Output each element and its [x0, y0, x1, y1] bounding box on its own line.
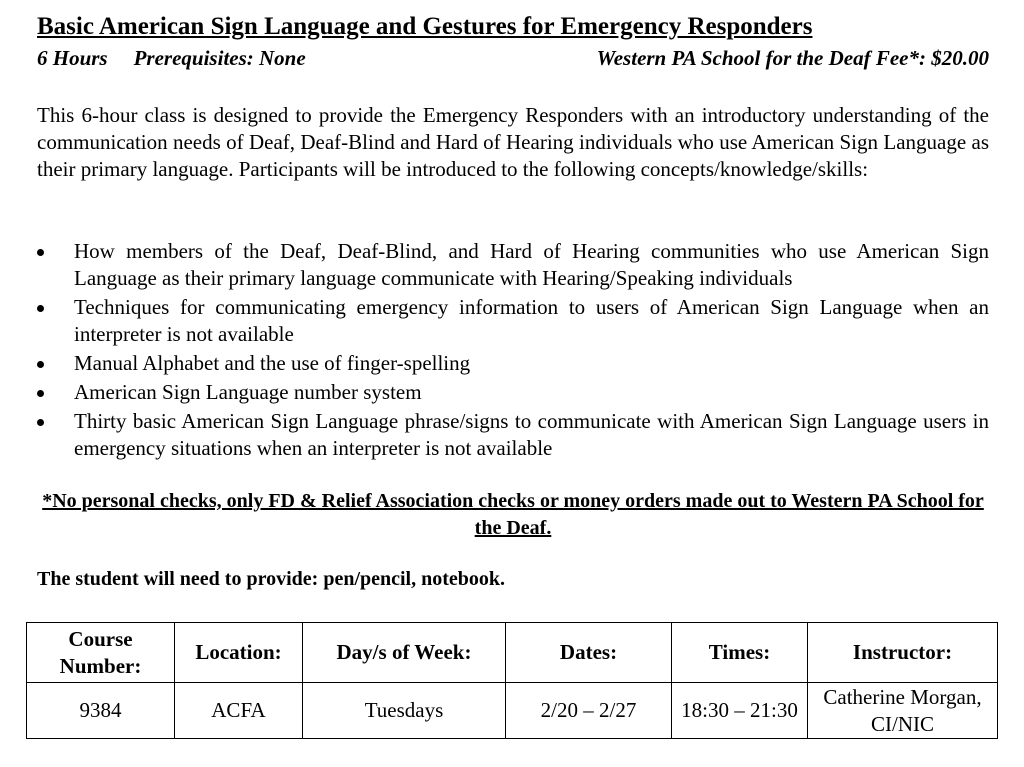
bullet-icon: [37, 361, 44, 368]
list-item: [37, 294, 989, 348]
bullet-icon: [37, 419, 44, 426]
intro-paragraph: This 6-hour class is designed to provide the Emergency Responders with an introductory understanding of the communication needs of Deaf, Deaf-Blind and Hard of Hearing individuals who use American Sign Language as their primary language. Participants will be introduced to the following concepts/knowledge/skills:: [37, 103, 989, 181]
course-fee: Western PA School for the Deaf Fee*: $20.00: [596, 46, 989, 70]
list-item-text: Manual Alphabet and the use of finger-spelling: [74, 351, 471, 375]
payment-note: *No personal checks, only FD & Relief Association checks or money orders made out to Western PA School for the Deaf.: [42, 490, 984, 539]
column-header: Instructor:: [808, 623, 998, 683]
dates-cell: 2/20 – 2/27: [506, 683, 672, 739]
course-prerequisites: Prerequisites: None: [133, 46, 306, 70]
column-header: Location:: [175, 623, 303, 683]
instructor-cell: Catherine Morgan, CI/NIC: [808, 683, 998, 739]
course-title: Basic American Sign Language and Gestures for Emergency Responders: [37, 13, 813, 40]
course-meta-left: [37, 46, 306, 71]
list-item: [37, 379, 989, 406]
column-header: Dates:: [506, 623, 672, 683]
schedule-table: [26, 622, 998, 739]
skills-list: [37, 238, 989, 464]
bullet-icon: [37, 305, 44, 312]
days-cell: Tuesdays: [303, 683, 506, 739]
list-item: [37, 238, 989, 292]
list-item-text: Techniques for communicating emergency information to users of American Sign Language when an interpreter is not available: [74, 295, 989, 346]
location-cell: ACFA: [175, 683, 303, 739]
table-header-row: [27, 623, 998, 683]
list-item: [37, 350, 989, 377]
list-item: [37, 408, 989, 462]
column-header: Times:: [672, 623, 808, 683]
list-item-text: Thirty basic American Sign Language phrase/signs to communicate with American Sign Language users in emergency situations when an interpreter is not available: [74, 409, 989, 460]
course-number-cell: 9384: [27, 683, 175, 739]
bullet-icon: [37, 390, 44, 397]
list-item-text: American Sign Language number system: [74, 380, 422, 404]
table-row: [27, 683, 998, 739]
times-cell: 18:30 – 21:30: [672, 683, 808, 739]
list-item-text: How members of the Deaf, Deaf-Blind, and Hard of Hearing communities who use American Sign Language as their primary language communicate with Hearing/Speaking individuals: [74, 239, 989, 290]
column-header: Course Number:: [27, 623, 175, 683]
bullet-icon: [37, 249, 44, 256]
course-hours: 6 Hours: [37, 46, 108, 70]
column-header: Day/s of Week:: [303, 623, 506, 683]
supplies-note: The student will need to provide: pen/pencil, notebook.: [37, 568, 506, 590]
course-meta: [37, 46, 989, 71]
